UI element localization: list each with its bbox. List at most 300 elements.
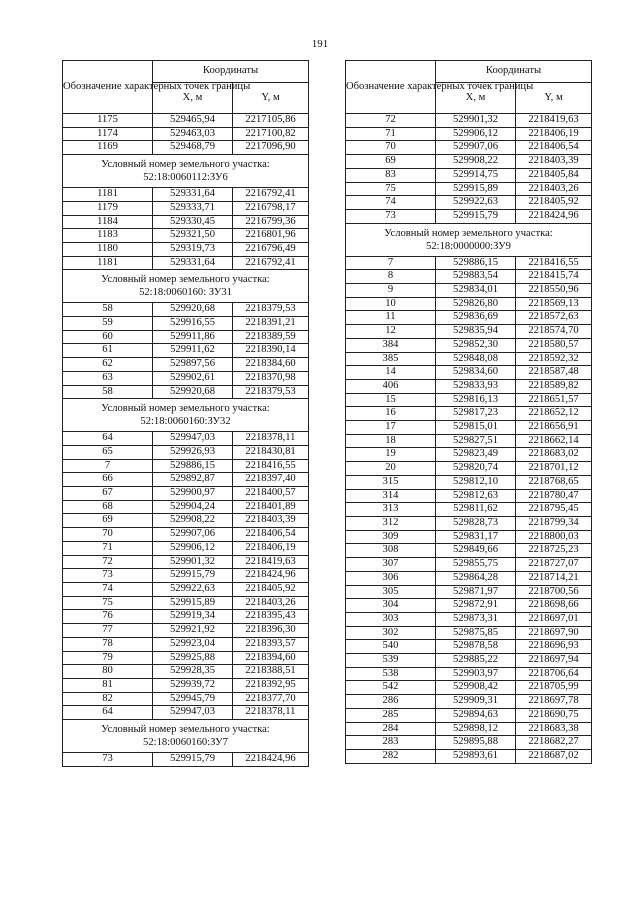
y-coordinate: 2218403,26 xyxy=(516,182,592,196)
x-coordinate: 529463,03 xyxy=(153,127,233,141)
y-coordinate: 2218378,11 xyxy=(233,706,309,720)
parcel-header-row xyxy=(63,270,309,303)
table-row xyxy=(346,585,592,599)
point-number: 65 xyxy=(63,445,153,459)
point-number: 78 xyxy=(63,637,153,651)
x-coordinate: 529886,15 xyxy=(153,459,233,473)
y-coordinate: 2218662,14 xyxy=(516,434,592,448)
point-number: 7 xyxy=(346,256,436,270)
table-row xyxy=(346,558,592,572)
header-x: X, м xyxy=(153,83,233,114)
x-coordinate: 529907,06 xyxy=(153,528,233,542)
table-row xyxy=(63,569,309,583)
table-row xyxy=(63,473,309,487)
table-row xyxy=(346,434,592,448)
x-coordinate: 529939,72 xyxy=(153,678,233,692)
header-y: Y, м xyxy=(233,83,309,114)
table-row xyxy=(63,651,309,665)
point-number: 7 xyxy=(63,459,153,473)
x-coordinate: 529871,97 xyxy=(436,585,516,599)
y-coordinate: 2216792,41 xyxy=(233,188,309,202)
x-coordinate: 529909,31 xyxy=(436,695,516,709)
y-coordinate: 2218768,65 xyxy=(516,475,592,489)
y-coordinate: 2218799,34 xyxy=(516,516,592,530)
y-coordinate: 2218698,66 xyxy=(516,599,592,613)
y-coordinate: 2218403,39 xyxy=(516,155,592,169)
point-number: 313 xyxy=(346,503,436,517)
x-coordinate: 529908,42 xyxy=(436,681,516,695)
x-coordinate: 529878,58 xyxy=(436,640,516,654)
x-coordinate: 529915,89 xyxy=(153,596,233,610)
header-coordinates: Координаты xyxy=(436,61,592,83)
x-coordinate: 529835,94 xyxy=(436,325,516,339)
x-coordinate: 529828,73 xyxy=(436,516,516,530)
x-coordinate: 529908,22 xyxy=(436,155,516,169)
y-coordinate: 2218405,92 xyxy=(516,196,592,210)
parcel-number: Условный номер земельного участка: 52:18:0060112:ЗУ6 xyxy=(63,155,309,188)
table-row xyxy=(346,393,592,407)
y-coordinate: 2218592,32 xyxy=(516,352,592,366)
y-coordinate: 2218370,98 xyxy=(233,371,309,385)
table-row xyxy=(346,338,592,352)
table-row xyxy=(346,256,592,270)
parcel-number: Условный номер земельного участка: 52:18:0060160:ЗУ32 xyxy=(63,399,309,432)
y-coordinate: 2218683,02 xyxy=(516,448,592,462)
y-coordinate: 2218424,96 xyxy=(233,569,309,583)
x-coordinate: 529919,34 xyxy=(153,610,233,624)
point-number: 282 xyxy=(346,749,436,763)
x-coordinate: 529849,66 xyxy=(436,544,516,558)
point-number: 406 xyxy=(346,379,436,393)
y-coordinate: 2218687,02 xyxy=(516,749,592,763)
point-number: 58 xyxy=(63,303,153,317)
x-coordinate: 529903,97 xyxy=(436,667,516,681)
point-number: 306 xyxy=(346,571,436,585)
point-number: 20 xyxy=(346,462,436,476)
parcel-header-row xyxy=(63,155,309,188)
x-coordinate: 529331,64 xyxy=(153,188,233,202)
point-number: 15 xyxy=(346,393,436,407)
page-number: 191 xyxy=(311,38,329,50)
point-number: 1184 xyxy=(63,215,153,229)
x-coordinate: 529908,22 xyxy=(153,514,233,528)
x-coordinate: 529812,10 xyxy=(436,475,516,489)
point-number: 74 xyxy=(63,582,153,596)
y-coordinate: 2218572,63 xyxy=(516,311,592,325)
table-row xyxy=(63,624,309,638)
point-number: 539 xyxy=(346,654,436,668)
point-number: 66 xyxy=(63,473,153,487)
point-number: 303 xyxy=(346,612,436,626)
table-row xyxy=(63,678,309,692)
header-x: X, м xyxy=(436,83,516,114)
point-number: 63 xyxy=(63,371,153,385)
table-row xyxy=(63,500,309,514)
y-coordinate: 2218696,93 xyxy=(516,640,592,654)
x-coordinate: 529823,49 xyxy=(436,448,516,462)
x-coordinate: 529864,28 xyxy=(436,571,516,585)
table-row xyxy=(63,610,309,624)
x-coordinate: 529893,61 xyxy=(436,749,516,763)
x-coordinate: 529834,60 xyxy=(436,366,516,380)
y-coordinate: 2218406,19 xyxy=(233,541,309,555)
x-coordinate: 529811,62 xyxy=(436,503,516,517)
table-row xyxy=(346,475,592,489)
y-coordinate: 2218391,21 xyxy=(233,317,309,331)
table-row xyxy=(63,344,309,358)
y-coordinate: 2216796,49 xyxy=(233,242,309,256)
table-row xyxy=(346,284,592,298)
x-coordinate: 529915,79 xyxy=(436,209,516,223)
y-coordinate: 2218589,82 xyxy=(516,379,592,393)
x-coordinate: 529915,79 xyxy=(153,753,233,767)
header-designation: Обозначение характерных точек границы xyxy=(63,61,153,114)
point-number: 315 xyxy=(346,475,436,489)
y-coordinate: 2218405,84 xyxy=(516,168,592,182)
point-number: 1174 xyxy=(63,127,153,141)
table-row xyxy=(346,352,592,366)
point-number: 61 xyxy=(63,344,153,358)
point-number: 82 xyxy=(63,692,153,706)
table-row xyxy=(63,385,309,399)
table-row xyxy=(346,366,592,380)
table-row xyxy=(63,303,309,317)
y-coordinate: 2218652,12 xyxy=(516,407,592,421)
y-coordinate: 2218656,91 xyxy=(516,421,592,435)
y-coordinate: 2218416,55 xyxy=(516,256,592,270)
table-row xyxy=(346,270,592,284)
table-row xyxy=(346,462,592,476)
y-coordinate: 2218416,55 xyxy=(233,459,309,473)
point-number: 68 xyxy=(63,500,153,514)
x-coordinate: 529883,54 xyxy=(436,270,516,284)
x-coordinate: 529901,32 xyxy=(153,555,233,569)
table-row xyxy=(346,155,592,169)
table-row xyxy=(346,544,592,558)
point-number: 309 xyxy=(346,530,436,544)
point-number: 1183 xyxy=(63,229,153,243)
point-number: 9 xyxy=(346,284,436,298)
y-coordinate: 2216792,41 xyxy=(233,256,309,270)
coordinates-table-left xyxy=(62,60,309,767)
table-row xyxy=(63,637,309,651)
table-row xyxy=(63,582,309,596)
y-coordinate: 2218697,01 xyxy=(516,612,592,626)
y-coordinate: 2218424,96 xyxy=(516,209,592,223)
table-row xyxy=(63,692,309,706)
x-coordinate: 529906,12 xyxy=(153,541,233,555)
point-number: 14 xyxy=(346,366,436,380)
table-row xyxy=(63,256,309,270)
y-coordinate: 2218690,75 xyxy=(516,708,592,722)
x-coordinate: 529872,91 xyxy=(436,599,516,613)
y-coordinate: 2218390,14 xyxy=(233,344,309,358)
x-coordinate: 529907,06 xyxy=(436,141,516,155)
point-number: 17 xyxy=(346,421,436,435)
point-number: 10 xyxy=(346,297,436,311)
y-coordinate: 2218419,63 xyxy=(516,114,592,128)
x-coordinate: 529898,12 xyxy=(436,722,516,736)
table-row xyxy=(346,654,592,668)
y-coordinate: 2218379,53 xyxy=(233,385,309,399)
table-row xyxy=(346,695,592,709)
table-row xyxy=(63,555,309,569)
y-coordinate: 2217096,90 xyxy=(233,141,309,155)
y-coordinate: 2218403,26 xyxy=(233,596,309,610)
point-number: 71 xyxy=(63,541,153,555)
y-coordinate: 2218727,07 xyxy=(516,558,592,572)
table-row xyxy=(63,141,309,155)
y-coordinate: 2218569,13 xyxy=(516,297,592,311)
table-row xyxy=(346,722,592,736)
point-number: 72 xyxy=(63,555,153,569)
x-coordinate: 529815,01 xyxy=(436,421,516,435)
y-coordinate: 2218725,23 xyxy=(516,544,592,558)
table-row xyxy=(63,242,309,256)
coordinates-table-right xyxy=(345,60,592,764)
y-coordinate: 2218395,43 xyxy=(233,610,309,624)
table-row xyxy=(63,371,309,385)
point-number: 1181 xyxy=(63,256,153,270)
x-coordinate: 529834,01 xyxy=(436,284,516,298)
x-coordinate: 529906,12 xyxy=(436,127,516,141)
y-coordinate: 2218550,96 xyxy=(516,284,592,298)
x-coordinate: 529827,51 xyxy=(436,434,516,448)
y-coordinate: 2218705,99 xyxy=(516,681,592,695)
point-number: 304 xyxy=(346,599,436,613)
x-coordinate: 529852,30 xyxy=(436,338,516,352)
table-row xyxy=(346,736,592,750)
point-number: 1181 xyxy=(63,188,153,202)
y-coordinate: 2216801,96 xyxy=(233,229,309,243)
table-row xyxy=(346,311,592,325)
table-row xyxy=(346,749,592,763)
table-row xyxy=(346,114,592,128)
y-coordinate: 2217100,82 xyxy=(233,127,309,141)
table-row xyxy=(346,421,592,435)
table-row xyxy=(346,503,592,517)
point-number: 542 xyxy=(346,681,436,695)
x-coordinate: 529895,88 xyxy=(436,736,516,750)
point-number: 75 xyxy=(63,596,153,610)
x-coordinate: 529894,63 xyxy=(436,708,516,722)
y-coordinate: 2218400,57 xyxy=(233,487,309,501)
table-row xyxy=(346,182,592,196)
y-coordinate: 2218393,57 xyxy=(233,637,309,651)
y-coordinate: 2218714,21 xyxy=(516,571,592,585)
y-coordinate: 2216798,17 xyxy=(233,201,309,215)
table-row xyxy=(63,665,309,679)
table-row xyxy=(63,432,309,446)
x-coordinate: 529831,17 xyxy=(436,530,516,544)
point-number: 312 xyxy=(346,516,436,530)
left-table-body xyxy=(63,114,309,767)
table-row xyxy=(346,168,592,182)
table-row xyxy=(63,188,309,202)
table-row xyxy=(346,667,592,681)
x-coordinate: 529848,08 xyxy=(436,352,516,366)
point-number: 1169 xyxy=(63,141,153,155)
point-number: 69 xyxy=(346,155,436,169)
y-coordinate: 2218403,39 xyxy=(233,514,309,528)
table-row xyxy=(346,141,592,155)
x-coordinate: 529922,63 xyxy=(153,582,233,596)
x-coordinate: 529947,03 xyxy=(153,706,233,720)
y-coordinate: 2218377,70 xyxy=(233,692,309,706)
y-coordinate: 2218394,60 xyxy=(233,651,309,665)
x-coordinate: 529873,31 xyxy=(436,612,516,626)
x-coordinate: 529914,75 xyxy=(436,168,516,182)
x-coordinate: 529319,73 xyxy=(153,242,233,256)
table-row xyxy=(346,599,592,613)
x-coordinate: 529816,13 xyxy=(436,393,516,407)
y-coordinate: 2218378,11 xyxy=(233,432,309,446)
y-coordinate: 2218424,96 xyxy=(233,753,309,767)
table-row xyxy=(63,514,309,528)
x-coordinate: 529922,63 xyxy=(436,196,516,210)
point-number: 283 xyxy=(346,736,436,750)
x-coordinate: 529926,93 xyxy=(153,445,233,459)
point-number: 307 xyxy=(346,558,436,572)
y-coordinate: 2218706,64 xyxy=(516,667,592,681)
point-number: 305 xyxy=(346,585,436,599)
y-coordinate: 2218388,51 xyxy=(233,665,309,679)
y-coordinate: 2218697,78 xyxy=(516,695,592,709)
point-number: 385 xyxy=(346,352,436,366)
x-coordinate: 529885,22 xyxy=(436,654,516,668)
y-coordinate: 2218392,95 xyxy=(233,678,309,692)
table-row xyxy=(346,640,592,654)
point-number: 302 xyxy=(346,626,436,640)
point-number: 81 xyxy=(63,678,153,692)
x-coordinate: 529947,03 xyxy=(153,432,233,446)
table-row xyxy=(63,541,309,555)
point-number: 11 xyxy=(346,311,436,325)
x-coordinate: 529900,97 xyxy=(153,487,233,501)
table-row xyxy=(63,753,309,767)
point-number: 80 xyxy=(63,665,153,679)
table-row xyxy=(346,708,592,722)
x-coordinate: 529330,45 xyxy=(153,215,233,229)
point-number: 16 xyxy=(346,407,436,421)
point-number: 18 xyxy=(346,434,436,448)
table-row xyxy=(63,330,309,344)
point-number: 59 xyxy=(63,317,153,331)
y-coordinate: 2218701,12 xyxy=(516,462,592,476)
x-coordinate: 529897,56 xyxy=(153,358,233,372)
point-number: 83 xyxy=(346,168,436,182)
y-coordinate: 2218697,94 xyxy=(516,654,592,668)
x-coordinate: 529923,04 xyxy=(153,637,233,651)
point-number: 73 xyxy=(63,753,153,767)
table-row xyxy=(346,626,592,640)
table-row xyxy=(346,571,592,585)
parcel-header-row xyxy=(63,720,309,753)
table-row xyxy=(346,297,592,311)
x-coordinate: 529916,55 xyxy=(153,317,233,331)
y-coordinate: 2218574,70 xyxy=(516,325,592,339)
y-coordinate: 2218401,89 xyxy=(233,500,309,514)
table-row xyxy=(63,201,309,215)
y-coordinate: 2218415,74 xyxy=(516,270,592,284)
point-number: 64 xyxy=(63,432,153,446)
table-row xyxy=(346,612,592,626)
x-coordinate: 529875,85 xyxy=(436,626,516,640)
x-coordinate: 529321,50 xyxy=(153,229,233,243)
point-number: 19 xyxy=(346,448,436,462)
x-coordinate: 529333,71 xyxy=(153,201,233,215)
x-coordinate: 529855,75 xyxy=(436,558,516,572)
x-coordinate: 529904,24 xyxy=(153,500,233,514)
point-number: 1175 xyxy=(63,114,153,128)
y-coordinate: 2218389,59 xyxy=(233,330,309,344)
point-number: 314 xyxy=(346,489,436,503)
point-number: 79 xyxy=(63,651,153,665)
point-number: 60 xyxy=(63,330,153,344)
point-number: 1180 xyxy=(63,242,153,256)
y-coordinate: 2218430,81 xyxy=(233,445,309,459)
y-coordinate: 2218419,63 xyxy=(233,555,309,569)
right-table-body xyxy=(346,114,592,764)
y-coordinate: 2218700,56 xyxy=(516,585,592,599)
x-coordinate: 529920,68 xyxy=(153,303,233,317)
table-row xyxy=(63,358,309,372)
table-row xyxy=(346,407,592,421)
table-row xyxy=(63,596,309,610)
point-number: 69 xyxy=(63,514,153,528)
point-number: 75 xyxy=(346,182,436,196)
point-number: 285 xyxy=(346,708,436,722)
point-number: 64 xyxy=(63,706,153,720)
point-number: 67 xyxy=(63,487,153,501)
table-row xyxy=(63,706,309,720)
y-coordinate: 2216799,36 xyxy=(233,215,309,229)
y-coordinate: 2218697,90 xyxy=(516,626,592,640)
point-number: 72 xyxy=(346,114,436,128)
point-number: 284 xyxy=(346,722,436,736)
table-row xyxy=(63,215,309,229)
x-coordinate: 529901,32 xyxy=(436,114,516,128)
y-coordinate: 2218800,03 xyxy=(516,530,592,544)
table-row xyxy=(63,114,309,128)
x-coordinate: 529331,64 xyxy=(153,256,233,270)
table-row xyxy=(63,229,309,243)
point-number: 1179 xyxy=(63,201,153,215)
table-row xyxy=(346,196,592,210)
table-row xyxy=(346,379,592,393)
y-coordinate: 2218795,45 xyxy=(516,503,592,517)
parcel-number: Условный номер земельного участка: 52:18:0060160: ЗУ31 xyxy=(63,270,309,303)
y-coordinate: 2218405,92 xyxy=(233,582,309,596)
point-number: 70 xyxy=(346,141,436,155)
y-coordinate: 2218406,54 xyxy=(516,141,592,155)
y-coordinate: 2218406,54 xyxy=(233,528,309,542)
point-number: 74 xyxy=(346,196,436,210)
point-number: 71 xyxy=(346,127,436,141)
parcel-header-row xyxy=(63,399,309,432)
parcel-number: Условный номер земельного участка: 52:18:0060160:ЗУ7 xyxy=(63,720,309,753)
x-coordinate: 529892,87 xyxy=(153,473,233,487)
table-row xyxy=(346,448,592,462)
point-number: 62 xyxy=(63,358,153,372)
table-row xyxy=(346,127,592,141)
x-coordinate: 529911,62 xyxy=(153,344,233,358)
table-row xyxy=(63,528,309,542)
x-coordinate: 529886,15 xyxy=(436,256,516,270)
point-number: 540 xyxy=(346,640,436,654)
table-row xyxy=(63,445,309,459)
x-coordinate: 529812,63 xyxy=(436,489,516,503)
